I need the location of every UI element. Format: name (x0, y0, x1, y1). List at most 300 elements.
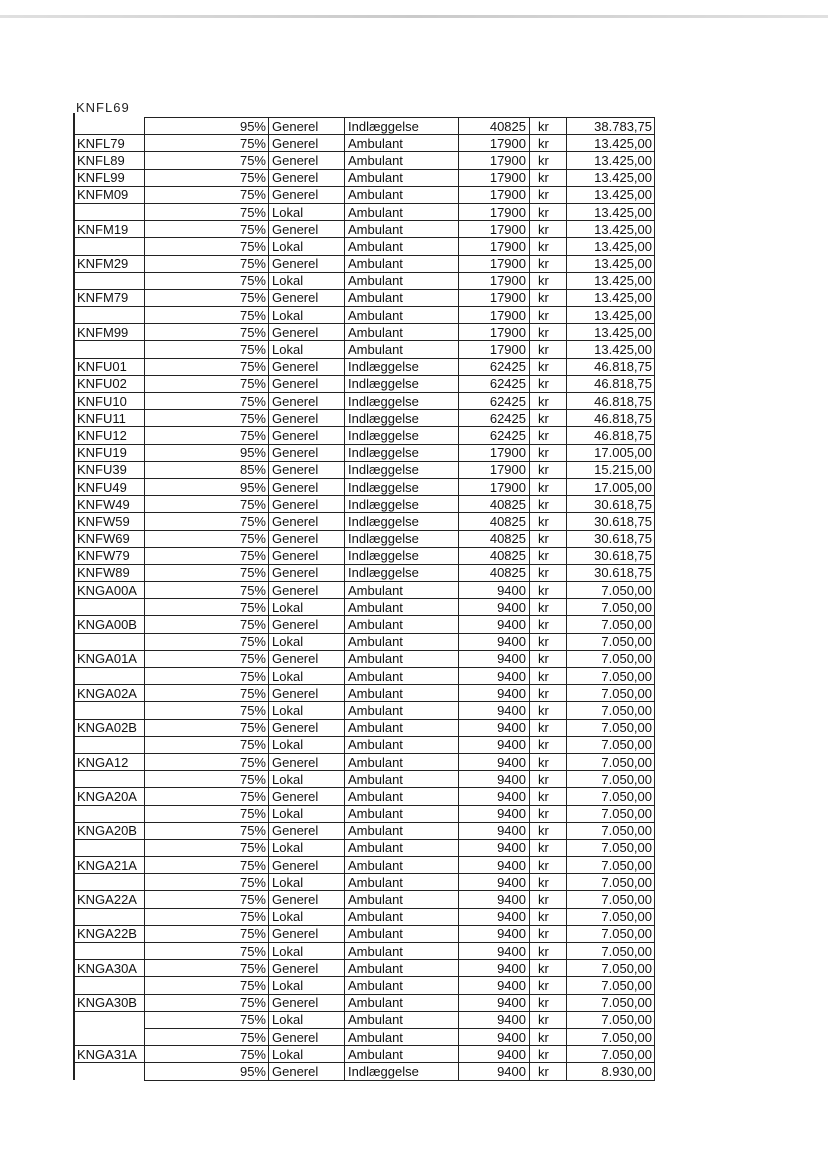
code-cell: KNFU49 (74, 478, 145, 495)
care-type-cell: Ambulant (345, 203, 459, 220)
type-cell: Lokal (269, 736, 345, 753)
total-cell: 30.618,75 (567, 564, 655, 581)
type-cell: Lokal (269, 203, 345, 220)
table-row (74, 169, 655, 186)
percent-cell: 75% (145, 582, 269, 599)
currency-cell: kr (530, 410, 567, 427)
amount-cell: 17900 (459, 478, 530, 495)
currency-cell: kr (530, 393, 567, 410)
type-cell: Lokal (269, 341, 345, 358)
total-cell: 7.050,00 (567, 771, 655, 788)
percent-cell: 75% (145, 221, 269, 238)
amount-cell: 62425 (459, 427, 530, 444)
code-cell (74, 736, 145, 753)
percent-cell: 75% (145, 753, 269, 770)
table-row (74, 633, 655, 650)
total-cell: 7.050,00 (567, 633, 655, 650)
care-type-cell: Ambulant (345, 685, 459, 702)
table-row (74, 1046, 655, 1063)
percent-cell: 75% (145, 994, 269, 1011)
currency-cell: kr (530, 994, 567, 1011)
total-cell: 13.425,00 (567, 238, 655, 255)
care-type-cell: Indlæggelse (345, 513, 459, 530)
type-cell: Lokal (269, 1011, 345, 1028)
amount-cell: 62425 (459, 375, 530, 392)
care-type-cell: Ambulant (345, 668, 459, 685)
percent-cell: 95% (145, 444, 269, 461)
code-cell: KNFU19 (74, 444, 145, 461)
code-cell: KNGA12 (74, 753, 145, 770)
amount-cell: 17900 (459, 272, 530, 289)
amount-cell: 9400 (459, 857, 530, 874)
type-cell: Generel (269, 152, 345, 169)
care-type-cell: Ambulant (345, 169, 459, 186)
code-cell: KNFM09 (74, 186, 145, 203)
table-row (74, 874, 655, 891)
currency-cell: kr (530, 461, 567, 478)
code-cell (74, 633, 145, 650)
amount-cell: 9400 (459, 633, 530, 650)
type-cell: Generel (269, 822, 345, 839)
type-cell: Lokal (269, 1046, 345, 1063)
total-cell: 13.425,00 (567, 186, 655, 203)
currency-cell: kr (530, 805, 567, 822)
type-cell: Lokal (269, 977, 345, 994)
table-row (74, 221, 655, 238)
code-cell: KNGA20B (74, 822, 145, 839)
care-type-cell: Indlæggelse (345, 375, 459, 392)
code-cell (74, 307, 145, 324)
table-row (74, 496, 655, 513)
total-cell: 7.050,00 (567, 599, 655, 616)
percent-cell: 75% (145, 152, 269, 169)
total-cell: 7.050,00 (567, 582, 655, 599)
amount-cell: 9400 (459, 736, 530, 753)
code-cell: KNGA01A (74, 650, 145, 667)
currency-cell: kr (530, 341, 567, 358)
total-cell: 7.050,00 (567, 839, 655, 856)
table-row (74, 908, 655, 925)
care-type-cell: Ambulant (345, 307, 459, 324)
amount-cell: 9400 (459, 650, 530, 667)
type-cell: Generel (269, 925, 345, 942)
care-type-cell: Ambulant (345, 1011, 459, 1028)
percent-cell: 75% (145, 891, 269, 908)
currency-cell: kr (530, 444, 567, 461)
care-type-cell: Ambulant (345, 324, 459, 341)
type-cell: Lokal (269, 771, 345, 788)
table-row (74, 960, 655, 977)
currency-cell: kr (530, 478, 567, 495)
total-cell: 13.425,00 (567, 152, 655, 169)
care-type-cell: Indlæggelse (345, 478, 459, 495)
percent-cell: 75% (145, 496, 269, 513)
total-cell: 13.425,00 (567, 307, 655, 324)
code-cell: KNFM99 (74, 324, 145, 341)
currency-cell: kr (530, 891, 567, 908)
table-row (74, 135, 655, 152)
total-cell: 46.818,75 (567, 358, 655, 375)
care-type-cell: Ambulant (345, 238, 459, 255)
code-cell: KNFU01 (74, 358, 145, 375)
care-type-cell: Ambulant (345, 857, 459, 874)
type-cell: Generel (269, 513, 345, 530)
type-cell: Generel (269, 564, 345, 581)
amount-cell: 9400 (459, 582, 530, 599)
type-cell: Lokal (269, 874, 345, 891)
type-cell: Generel (269, 358, 345, 375)
code-cell: KNFU11 (74, 410, 145, 427)
care-type-cell: Ambulant (345, 874, 459, 891)
care-type-cell: Indlæggelse (345, 461, 459, 478)
currency-cell: kr (530, 1028, 567, 1045)
amount-cell: 9400 (459, 599, 530, 616)
total-cell: 7.050,00 (567, 1028, 655, 1045)
type-cell: Generel (269, 410, 345, 427)
currency-cell: kr (530, 547, 567, 564)
amount-cell: 9400 (459, 788, 530, 805)
code-cell: KNFW69 (74, 530, 145, 547)
amount-cell: 17900 (459, 324, 530, 341)
currency-cell: kr (530, 633, 567, 650)
code-cell: KNGA30B (74, 994, 145, 1011)
type-cell: Generel (269, 289, 345, 306)
table-row (74, 238, 655, 255)
type-cell: Lokal (269, 908, 345, 925)
code-cell: KNFL79 (74, 135, 145, 152)
total-cell: 13.425,00 (567, 255, 655, 272)
care-type-cell: Ambulant (345, 771, 459, 788)
total-cell: 7.050,00 (567, 857, 655, 874)
care-type-cell: Indlæggelse (345, 358, 459, 375)
type-cell: Generel (269, 169, 345, 186)
type-cell: Generel (269, 255, 345, 272)
currency-cell: kr (530, 719, 567, 736)
code-cell: KNGA31A (74, 1046, 145, 1063)
currency-cell: kr (530, 650, 567, 667)
code-cell (74, 908, 145, 925)
total-cell: 13.425,00 (567, 341, 655, 358)
care-type-cell: Ambulant (345, 186, 459, 203)
currency-cell: kr (530, 221, 567, 238)
amount-cell: 9400 (459, 943, 530, 960)
total-cell: 13.425,00 (567, 221, 655, 238)
code-cell (74, 943, 145, 960)
type-cell: Generel (269, 650, 345, 667)
table-row (74, 324, 655, 341)
amount-cell: 40825 (459, 496, 530, 513)
amount-cell: 9400 (459, 1063, 530, 1080)
care-type-cell: Ambulant (345, 788, 459, 805)
amount-cell: 9400 (459, 702, 530, 719)
table-row (74, 891, 655, 908)
type-cell: Generel (269, 186, 345, 203)
percent-cell: 95% (145, 478, 269, 495)
table-row (74, 994, 655, 1011)
amount-cell: 9400 (459, 960, 530, 977)
table-row (74, 582, 655, 599)
care-type-cell: Ambulant (345, 221, 459, 238)
table-row (74, 118, 655, 135)
table-row (74, 1028, 655, 1045)
amount-cell: 17900 (459, 289, 530, 306)
currency-cell: kr (530, 530, 567, 547)
code-cell: KNFL99 (74, 169, 145, 186)
code-cell: KNFM19 (74, 221, 145, 238)
amount-cell: 9400 (459, 925, 530, 942)
total-cell: 7.050,00 (567, 788, 655, 805)
care-type-cell: Ambulant (345, 1028, 459, 1045)
type-cell: Generel (269, 135, 345, 152)
percent-cell: 75% (145, 685, 269, 702)
code-cell: KNGA00A (74, 582, 145, 599)
currency-cell: kr (530, 753, 567, 770)
currency-cell: kr (530, 668, 567, 685)
currency-cell: kr (530, 616, 567, 633)
percent-cell: 75% (145, 599, 269, 616)
care-type-cell: Ambulant (345, 289, 459, 306)
care-type-cell: Ambulant (345, 341, 459, 358)
table-row (74, 702, 655, 719)
code-cell: KNFM79 (74, 289, 145, 306)
total-cell: 13.425,00 (567, 169, 655, 186)
table-row (74, 513, 655, 530)
total-cell: 46.818,75 (567, 393, 655, 410)
care-type-cell: Ambulant (345, 977, 459, 994)
type-cell: Generel (269, 221, 345, 238)
currency-cell: kr (530, 1063, 567, 1080)
table-row (74, 152, 655, 169)
care-type-cell: Ambulant (345, 599, 459, 616)
table-row (74, 427, 655, 444)
type-cell: Generel (269, 891, 345, 908)
code-cell: KNGA22A (74, 891, 145, 908)
type-cell: Generel (269, 427, 345, 444)
percent-cell: 75% (145, 255, 269, 272)
table-row (74, 393, 655, 410)
care-type-cell: Indlæggelse (345, 118, 459, 135)
type-cell: Generel (269, 788, 345, 805)
table-row (74, 650, 655, 667)
type-cell: Generel (269, 719, 345, 736)
amount-cell: 9400 (459, 753, 530, 770)
table-row (74, 478, 655, 495)
amount-cell: 40825 (459, 564, 530, 581)
currency-cell: kr (530, 977, 567, 994)
care-type-cell: Ambulant (345, 616, 459, 633)
amount-cell: 17900 (459, 169, 530, 186)
total-cell: 13.425,00 (567, 289, 655, 306)
currency-cell: kr (530, 152, 567, 169)
care-type-cell: Indlæggelse (345, 427, 459, 444)
percent-cell: 75% (145, 410, 269, 427)
total-cell: 38.783,75 (567, 118, 655, 135)
care-type-cell: Ambulant (345, 736, 459, 753)
table-row (74, 1011, 655, 1028)
amount-cell: 9400 (459, 719, 530, 736)
total-cell: 13.425,00 (567, 135, 655, 152)
type-cell: Generel (269, 324, 345, 341)
currency-cell: kr (530, 135, 567, 152)
total-cell: 7.050,00 (567, 668, 655, 685)
table-row (74, 925, 655, 942)
table-row (74, 341, 655, 358)
percent-cell: 75% (145, 977, 269, 994)
care-type-cell: Ambulant (345, 839, 459, 856)
code-cell (74, 668, 145, 685)
percent-cell: 75% (145, 169, 269, 186)
total-cell: 46.818,75 (567, 410, 655, 427)
total-cell: 7.050,00 (567, 736, 655, 753)
percent-cell: 75% (145, 925, 269, 942)
care-type-cell: Ambulant (345, 960, 459, 977)
type-cell: Lokal (269, 238, 345, 255)
currency-cell: kr (530, 496, 567, 513)
code-cell: KNGA30A (74, 960, 145, 977)
code-cell: KNFM29 (74, 255, 145, 272)
total-cell: 17.005,00 (567, 478, 655, 495)
type-cell: Lokal (269, 599, 345, 616)
percent-cell: 75% (145, 375, 269, 392)
code-cell: KNFU12 (74, 427, 145, 444)
currency-cell: kr (530, 255, 567, 272)
care-type-cell: Ambulant (345, 908, 459, 925)
care-type-cell: Indlæggelse (345, 410, 459, 427)
table-row (74, 564, 655, 581)
percent-cell: 75% (145, 135, 269, 152)
amount-cell: 9400 (459, 616, 530, 633)
currency-cell: kr (530, 736, 567, 753)
care-type-cell: Indlæggelse (345, 444, 459, 461)
currency-cell: kr (530, 788, 567, 805)
total-cell: 7.050,00 (567, 943, 655, 960)
amount-cell: 9400 (459, 839, 530, 856)
total-cell: 13.425,00 (567, 203, 655, 220)
percent-cell: 95% (145, 1063, 269, 1080)
total-cell: 7.050,00 (567, 702, 655, 719)
scan-top-edge (0, 15, 828, 18)
percent-cell: 75% (145, 719, 269, 736)
table-row (74, 753, 655, 770)
amount-cell: 9400 (459, 874, 530, 891)
percent-cell: 75% (145, 616, 269, 633)
table-row (74, 255, 655, 272)
code-cell: KNFU39 (74, 461, 145, 478)
percent-cell: 75% (145, 943, 269, 960)
amount-cell: 17900 (459, 341, 530, 358)
code-cell: KNFW49 (74, 496, 145, 513)
currency-cell: kr (530, 771, 567, 788)
amount-cell: 62425 (459, 358, 530, 375)
amount-cell: 9400 (459, 994, 530, 1011)
currency-cell: kr (530, 427, 567, 444)
currency-cell: kr (530, 118, 567, 135)
percent-cell: 75% (145, 874, 269, 891)
code-cell: KNFW89 (74, 564, 145, 581)
code-cell: KNFU10 (74, 393, 145, 410)
type-cell: Generel (269, 582, 345, 599)
amount-cell: 62425 (459, 410, 530, 427)
total-cell: 7.050,00 (567, 994, 655, 1011)
percent-cell: 75% (145, 771, 269, 788)
type-cell: Generel (269, 478, 345, 495)
care-type-cell: Ambulant (345, 135, 459, 152)
table-row (74, 857, 655, 874)
care-type-cell: Ambulant (345, 891, 459, 908)
currency-cell: kr (530, 822, 567, 839)
percent-cell: 75% (145, 238, 269, 255)
care-type-cell: Ambulant (345, 152, 459, 169)
percent-cell: 75% (145, 788, 269, 805)
code-cell (74, 599, 145, 616)
percent-cell: 75% (145, 1011, 269, 1028)
type-cell: Generel (269, 1063, 345, 1080)
total-cell: 7.050,00 (567, 822, 655, 839)
care-type-cell: Ambulant (345, 943, 459, 960)
table-row (74, 771, 655, 788)
percent-cell: 75% (145, 908, 269, 925)
care-type-cell: Ambulant (345, 994, 459, 1011)
currency-cell: kr (530, 943, 567, 960)
total-cell: 7.050,00 (567, 616, 655, 633)
table-row (74, 616, 655, 633)
table-row (74, 375, 655, 392)
total-cell: 46.818,75 (567, 375, 655, 392)
total-cell: 7.050,00 (567, 650, 655, 667)
care-type-cell: Indlæggelse (345, 547, 459, 564)
currency-cell: kr (530, 685, 567, 702)
total-cell: 17.005,00 (567, 444, 655, 461)
type-cell: Generel (269, 960, 345, 977)
amount-cell: 17900 (459, 461, 530, 478)
currency-cell: kr (530, 375, 567, 392)
currency-cell: kr (530, 857, 567, 874)
amount-cell: 9400 (459, 891, 530, 908)
type-cell: Lokal (269, 633, 345, 650)
percent-cell: 75% (145, 427, 269, 444)
table-row (74, 203, 655, 220)
code-cell (74, 1028, 145, 1045)
percent-cell: 75% (145, 203, 269, 220)
care-type-cell: Indlæggelse (345, 1063, 459, 1080)
amount-cell: 17900 (459, 444, 530, 461)
amount-cell: 9400 (459, 1028, 530, 1045)
amount-cell: 17900 (459, 186, 530, 203)
amount-cell: 17900 (459, 221, 530, 238)
type-cell: Lokal (269, 805, 345, 822)
percent-cell: 75% (145, 702, 269, 719)
amount-cell: 40825 (459, 118, 530, 135)
code-cell: KNFL89 (74, 152, 145, 169)
total-cell: 7.050,00 (567, 908, 655, 925)
table-row (74, 530, 655, 547)
code-cell: KNGA02A (74, 685, 145, 702)
percent-cell: 75% (145, 960, 269, 977)
type-cell: Generel (269, 685, 345, 702)
code-cell: KNFW59 (74, 513, 145, 530)
amount-cell: 17900 (459, 203, 530, 220)
code-cell: KNFU02 (74, 375, 145, 392)
total-cell: 7.050,00 (567, 753, 655, 770)
code-cell (74, 805, 145, 822)
total-cell: 13.425,00 (567, 324, 655, 341)
percent-cell: 75% (145, 668, 269, 685)
total-cell: 7.050,00 (567, 960, 655, 977)
currency-cell: kr (530, 272, 567, 289)
type-cell: Generel (269, 118, 345, 135)
care-type-cell: Ambulant (345, 272, 459, 289)
currency-cell: kr (530, 307, 567, 324)
